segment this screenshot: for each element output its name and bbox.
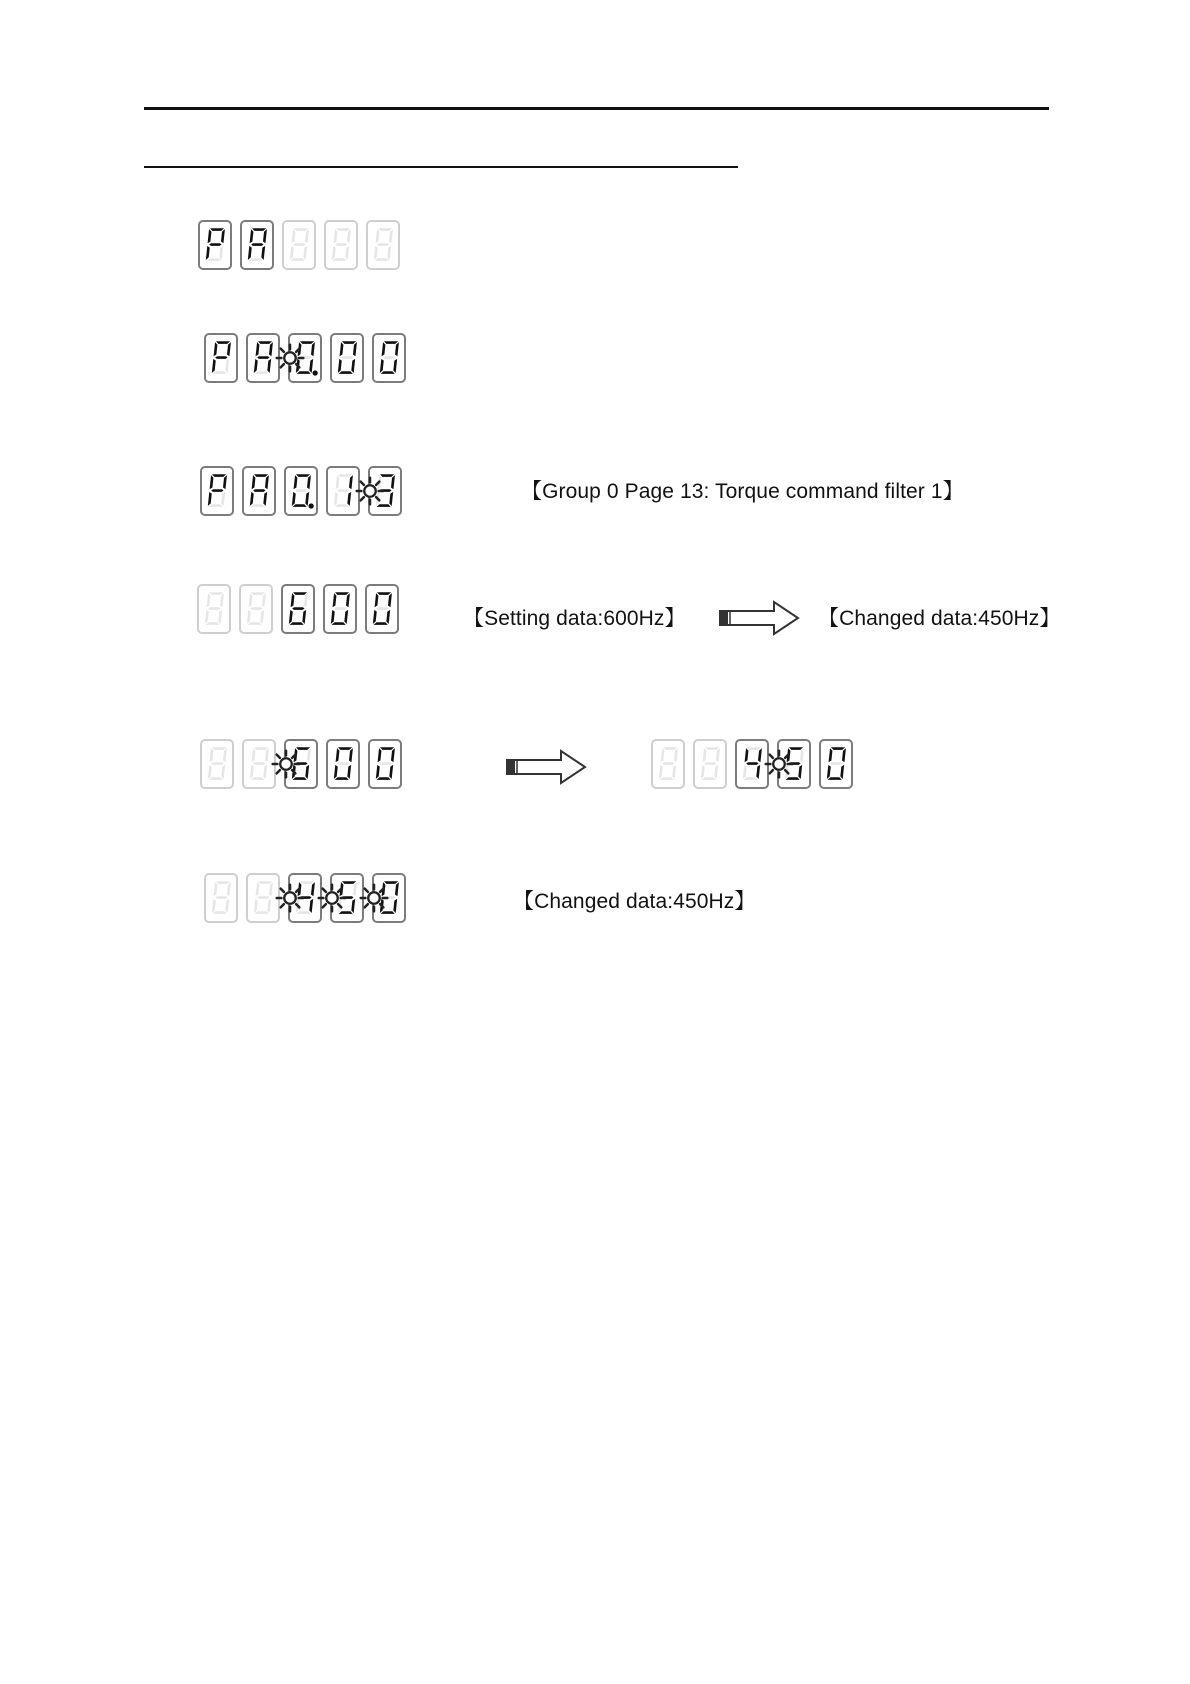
seven-seg-display-600 — [197, 584, 399, 634]
seven-seg-display-pa — [198, 220, 400, 270]
blank-digit — [693, 739, 727, 789]
sun-blink-icon — [275, 335, 305, 381]
seven-seg-digit — [330, 333, 364, 383]
blank-digit — [197, 584, 231, 634]
seven-seg-digit — [198, 220, 232, 270]
seven-seg-digit — [368, 466, 402, 516]
header-rule — [144, 107, 1049, 110]
seven-seg-display-450-final — [204, 873, 406, 923]
changed-data-final-caption: 【Changed data:450Hz】 — [513, 890, 756, 913]
seven-seg-digit — [200, 466, 234, 516]
right-arrow-icon — [718, 600, 800, 636]
setting-data-caption: 【Setting data:600Hz】 — [463, 607, 686, 630]
changed-data-caption: 【Changed data:450Hz】 — [818, 607, 1061, 630]
seven-seg-digit — [368, 739, 402, 789]
seven-seg-digit — [372, 873, 406, 923]
seven-seg-display-600-edit — [200, 739, 402, 789]
seven-seg-digit — [819, 739, 853, 789]
blank-digit — [204, 873, 238, 923]
parameter-caption: 【Group 0 Page 13: Torque command filter 1】 — [521, 480, 964, 503]
seven-seg-digit — [240, 220, 274, 270]
seven-seg-digit — [323, 584, 357, 634]
blank-digit — [651, 739, 685, 789]
seven-seg-digit — [365, 584, 399, 634]
seven-seg-digit — [284, 739, 318, 789]
seven-seg-digit — [288, 333, 322, 383]
seven-seg-display-pa013 — [200, 466, 402, 516]
sun-blink-icon — [317, 875, 347, 921]
blank-digit — [282, 220, 316, 270]
seven-seg-display-450-edit — [651, 739, 853, 789]
seven-seg-digit — [242, 466, 276, 516]
sun-blink-icon — [275, 875, 305, 921]
sun-blink-icon — [359, 875, 389, 921]
blank-digit — [366, 220, 400, 270]
seven-seg-digit — [777, 739, 811, 789]
blank-digit — [200, 739, 234, 789]
seven-seg-digit — [326, 739, 360, 789]
blank-digit — [239, 584, 273, 634]
seven-seg-digit — [284, 466, 318, 516]
seven-seg-digit — [204, 333, 238, 383]
sun-blink-icon — [355, 468, 385, 514]
right-arrow-icon — [505, 749, 587, 785]
seven-seg-digit — [281, 584, 315, 634]
seven-seg-display-pa000 — [204, 333, 406, 383]
sun-blink-icon — [764, 741, 794, 787]
seven-seg-digit — [372, 333, 406, 383]
sun-blink-icon — [271, 741, 301, 787]
blank-digit — [324, 220, 358, 270]
subheader-rule — [144, 166, 738, 168]
